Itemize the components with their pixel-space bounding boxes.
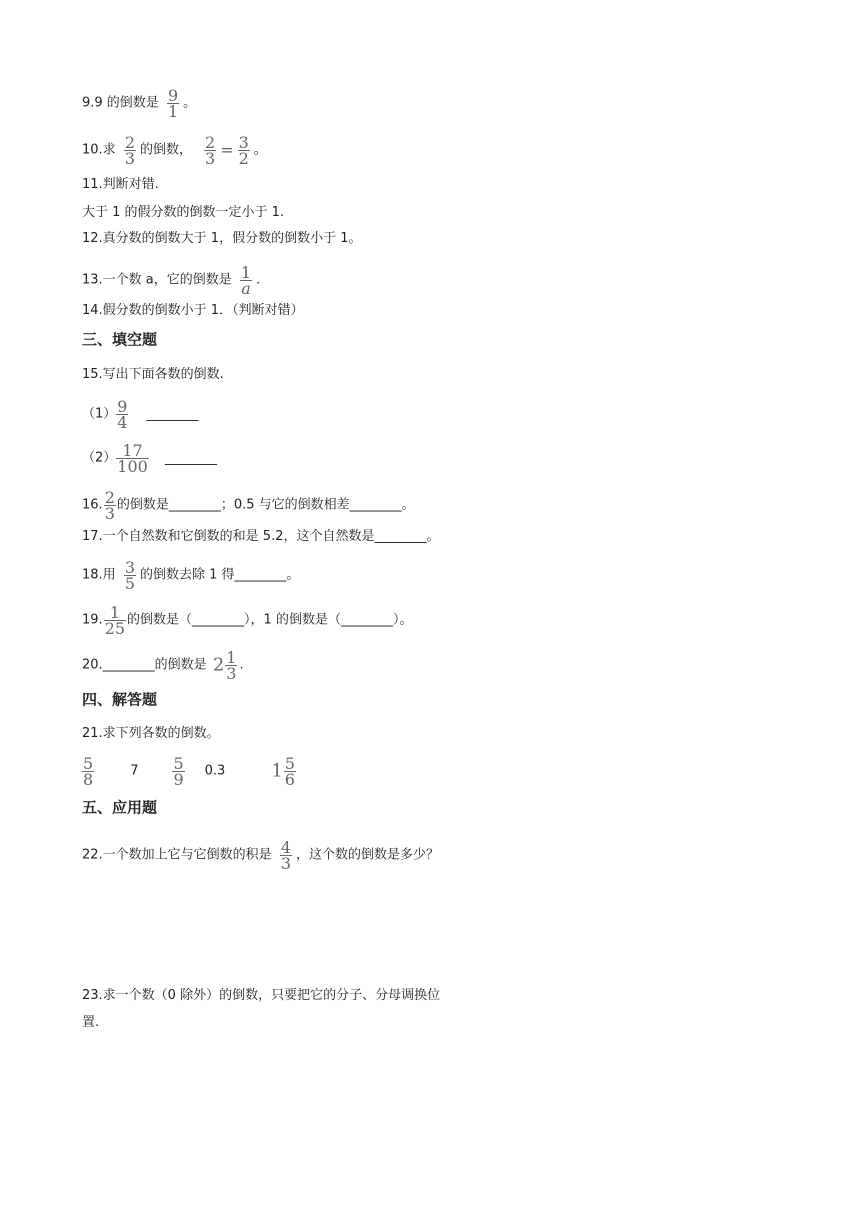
- fraction: $\frac{3}{5}$: [124, 558, 135, 593]
- question-15-title: 15.写出下面各数的倒数.: [82, 367, 224, 382]
- fraction: $\frac{1}{25}$: [104, 603, 126, 638]
- fraction: $\frac{2}{3}$: [205, 133, 216, 168]
- question-9: 9.9 的倒数是 $\frac{9}{1}$ 。: [82, 86, 197, 121]
- fraction: $\frac{3}{2}$: [238, 133, 249, 168]
- fraction: $\frac{9}{1}$: [167, 86, 179, 121]
- number: 0.3: [204, 763, 226, 779]
- fraction: $\frac{1}{a}$: [240, 263, 252, 298]
- question-15-part-2: （2） $\frac{17}{100}$ ________: [82, 441, 217, 476]
- mixed-number: 2 $\frac{1}{3}$: [212, 648, 237, 683]
- question-text: 9.9 的倒数是: [82, 95, 163, 111]
- question-16: 16. $\frac{2}{3}$ 的倒数是________；0.5 与它的倒数相差________。: [82, 488, 415, 523]
- question-14: 14.假分数的倒数小于 1．（判断对错）: [82, 303, 304, 318]
- question-23-line-1: 23.求一个数（0 除外）的倒数，只要把它的分子、分母调换位: [82, 988, 441, 1003]
- fraction: $\frac{5}{9}$: [173, 754, 184, 789]
- question-10: 10.求 $\frac{2}{3}$ 的倒数， $\frac{2}{3}$ = $\frac{3}{2}$ 。: [82, 133, 267, 168]
- question-20: 20.________的倒数是 2 $\frac{1}{3}$ .: [82, 648, 244, 683]
- fraction: $\frac{2}{3}$: [104, 488, 115, 523]
- fraction: $\frac{2}{3}$: [124, 133, 135, 168]
- fraction: $\frac{5}{8}$: [83, 754, 94, 789]
- question-13: 13.一个数 a，它的倒数是 $\frac{1}{a}$ .: [82, 263, 261, 298]
- fraction: $\frac{9}{4}$: [117, 397, 128, 432]
- fraction: $\frac{4}{3}$: [280, 838, 291, 873]
- question-22: 22.一个数加上它与它倒数的积是 $\frac{4}{3}$ ，这个数的倒数是多少？: [82, 838, 440, 873]
- question-12: 12.真分数的倒数大于 1，假分数的倒数小于 1。: [82, 231, 362, 246]
- answer-blank: ________: [146, 406, 199, 422]
- mixed-number: 1 $\frac{5}{6}$: [271, 754, 295, 789]
- question-11-body: 大于 1 的假分数的倒数一定小于 1.: [82, 205, 285, 220]
- question-23-line-2: 置.: [82, 1015, 100, 1030]
- answer-blank: ________: [164, 450, 217, 466]
- fraction: $\frac{17}{100}$: [117, 441, 148, 476]
- section-heading-fill-blank: 三、填空题: [82, 330, 158, 349]
- question-19: 19. $\frac{1}{25}$ 的倒数是（________），1 的倒数是（________）。: [82, 603, 413, 638]
- question-18: 18.用 $\frac{3}{5}$ 的倒数去除 1 得________。: [82, 558, 300, 593]
- section-heading-answer: 四、解答题: [82, 690, 158, 709]
- number: 7: [130, 763, 139, 779]
- section-heading-application: 五、应用题: [82, 798, 158, 817]
- question-11-title: 11.判断对错.: [82, 177, 159, 192]
- question-15-part-1: （1） $\frac{9}{4}$ ________: [82, 397, 199, 432]
- question-21-items: [82, 756, 298, 787]
- question-21-title: 21.求下列各数的倒数。: [82, 726, 220, 741]
- question-17: 17.一个自然数和它倒数的和是 5.2，这个自然数是________。: [82, 529, 440, 544]
